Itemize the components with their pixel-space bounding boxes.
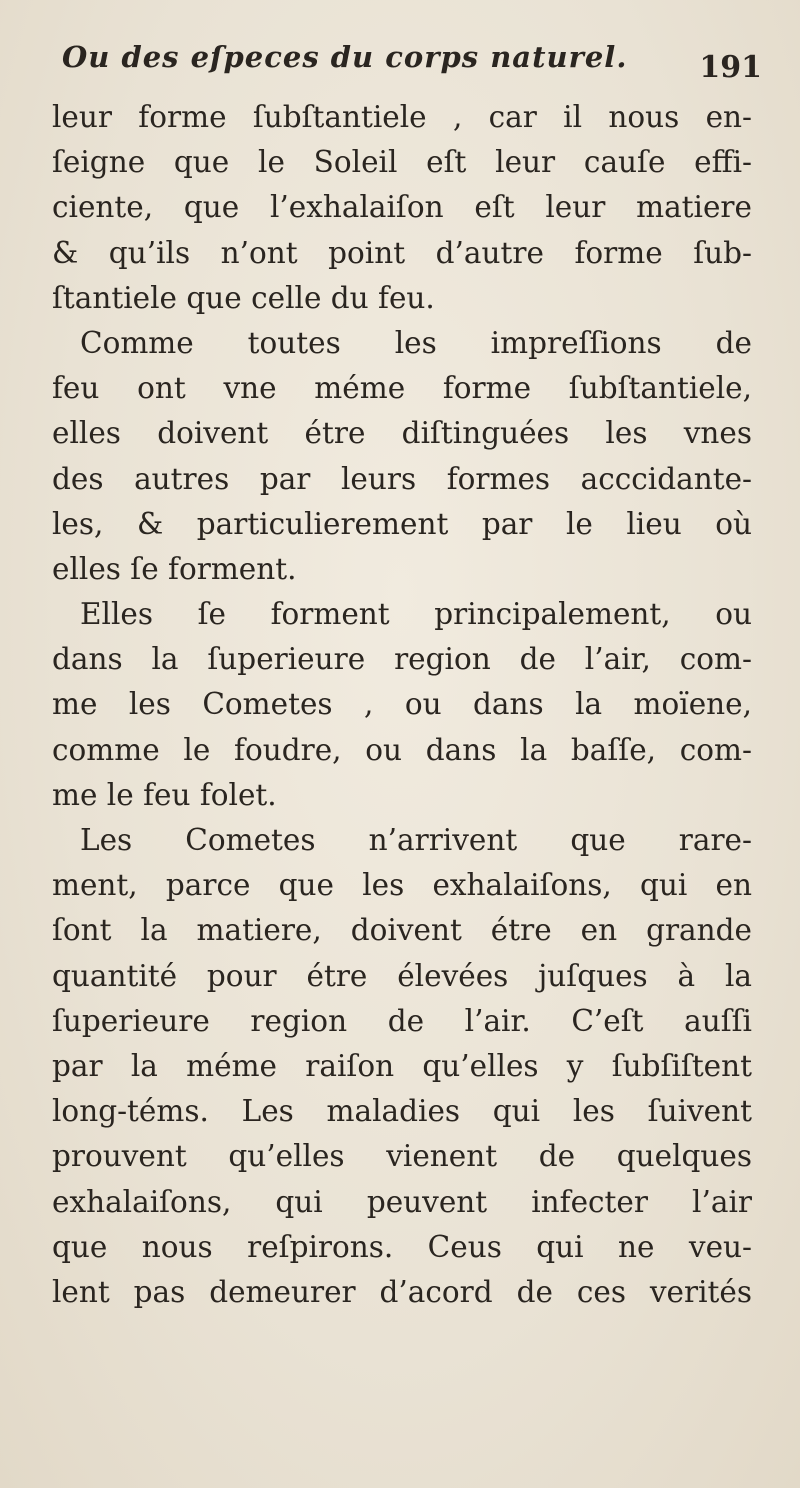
text-line: leur forme ſubſtantiele , car il nous en-: [52, 100, 752, 134]
text-line: & qu’ils n’ont point d’autre forme ſub-: [52, 235, 752, 270]
text-line: lent pas demeurer d’acord de ces verités: [52, 1274, 752, 1309]
paragraph: [52, 321, 752, 592]
text-line: Les Cometes n’arrivent que rare-: [80, 823, 752, 857]
page-header: [62, 40, 762, 90]
paragraph: [52, 95, 752, 321]
text-line: dans la ſuperieure region de l’air, com-: [52, 642, 752, 677]
text-line: ciente, que l’exhalaiſon eſt leur matiere: [52, 190, 752, 225]
text-line: comme le foudre, ou dans la baſſe, com-: [52, 732, 752, 767]
paragraph: [52, 818, 752, 1315]
text-line: ſeigne que le Soleil eſt leur cauſe effi-: [52, 145, 752, 180]
text-line: ſtantiele que celle du feu.: [52, 280, 435, 315]
text-line: que nous reſpirons. Ceus qui ne veu-: [52, 1229, 752, 1264]
text-line: me les Cometes , ou dans la moïene,: [52, 687, 752, 722]
running-title: Ou des eſpeces du corps naturel.: [62, 40, 628, 74]
body-text: [52, 95, 752, 1315]
paragraph: [52, 592, 752, 818]
text-line: exhalaiſons, qui peuvent infecter l’air: [52, 1184, 752, 1219]
text-line: prouvent qu’elles vienent de quelques: [52, 1139, 752, 1174]
text-line: Elles ſe forment principalement, ou: [80, 597, 752, 632]
text-line: des autres par leurs formes acccidante-: [52, 461, 752, 496]
text-line: feu ont vne méme forme ſubſtantiele,: [52, 371, 752, 406]
text-line: Comme toutes les impreſſions de: [80, 325, 752, 360]
text-line: me le feu folet.: [52, 777, 277, 812]
text-line: ſont la matiere, doivent étre en grande: [52, 913, 752, 948]
text-line: ſuperieure region de l’air. C’eſt auſſi: [52, 1003, 752, 1038]
text-line: elles doivent étre diſtinguées les vnes: [52, 416, 752, 451]
text-line: les, & particulierement par le lieu où: [52, 506, 752, 541]
page-number: 191: [699, 50, 762, 85]
text-line: ment, parce que les exhalaiſons, qui en: [52, 868, 752, 903]
text-line: elles ſe forment.: [52, 551, 297, 586]
text-line: par la méme raiſon qu’elles y ſubſiſtent: [52, 1048, 752, 1083]
text-line: quantité pour étre élevées juſques à la: [52, 958, 752, 993]
text-line: long-téms. Les maladies qui les ſuivent: [52, 1094, 752, 1129]
